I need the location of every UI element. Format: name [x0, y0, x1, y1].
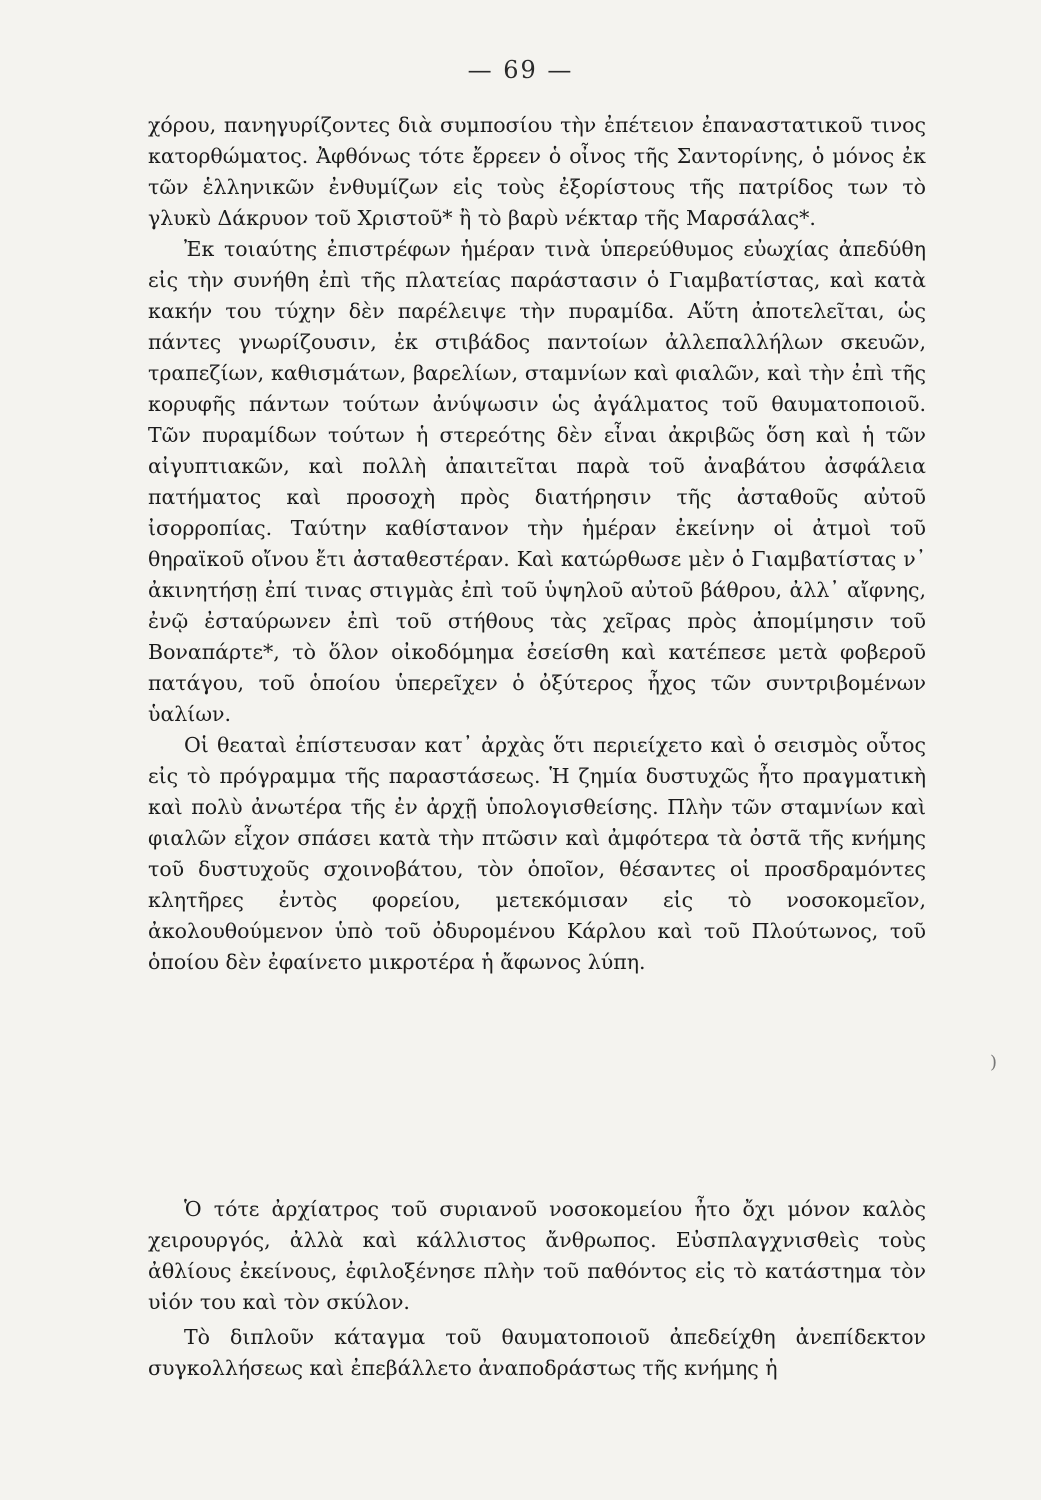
secondary-text-block — [148, 1194, 926, 1384]
paragraph-4: Ὁ τότε ἀρχίατρος τοῦ συριανοῦ νοσοκομείου ἦτο ὄχι μόνον καλὸς χειρουργός, ἀλλὰ καὶ κάλλιστος ἄνθρωπος. Εὐσπλαγχνισθεὶς τοὺς ἀθλίους ἐκείνους, ἐφιλοξένησε πλὴν τοῦ παθόντος εἰς τὸ κατάστημα τὸν υἱόν του καὶ τὸν σκύλον. — [148, 1197, 926, 1314]
paragraph-1: χόρου, πανηγυρίζοντες διὰ συμποσίου τὴν ἐπέτειον ἐπαναστατικοῦ τινος κατορθώματος. Ἀφθόνως τότε ἔρρεεν ὁ οἶνος τῆς Σαντορίνης, ὁ μόνος ἐκ τῶν ἑλληνικῶν ἐνθυμίζων εἰς τοὺς ἐξορίστους τῆς πατρίδος των τὸ γλυκὺ Δάκρυον τοῦ Χριστοῦ* ἢ τὸ βαρὺ νέκταρ τῆς Μαρσάλας*. — [148, 113, 926, 230]
main-text-block — [148, 110, 926, 978]
paragraph-3: Οἱ θεαταὶ ἐπίστευσαν κατ᾽ ἀρχὰς ὅτι περιείχετο καὶ ὁ σεισμὸς οὗτος εἰς τὸ πρόγραμμα τῆς παραστάσεως. Ἡ ζημία δυστυχῶς ἦτο πραγματικὴ καὶ πολὺ ἀνωτέρα τῆς ἐν ἀρχῇ ὑπολογισθείσης. Πλὴν τῶν σταμνίων καὶ φιαλῶν εἶχον σπάσει κατὰ τὴν πτῶσιν καὶ ἀμφότερα τὰ ὀστᾶ τῆς κνήμης τοῦ δυστυχοῦς σχοινοβάτου, τὸν ὁποῖον, θέσαντες οἱ προσδραμόντες κλητῆρες ἐντὸς φορείου, μετεκόμισαν εἰς τὸ νοσοκομεῖον, ἀκολουθούμενον ὑπὸ τοῦ ὀδυρομένου Κάρλου καὶ τοῦ Πλούτωνος, τοῦ ὁποίου δὲν ἐφαίνετο μικροτέρα ἡ ἄφωνος λύπη. — [148, 733, 926, 974]
paragraph-2: Ἐκ τοιαύτης ἐπιστρέφων ἡμέραν τινὰ ὑπερεύθυμος εὐωχίας ἀπεδύθη εἰς τὴν συνήθη ἐπὶ τῆς πλατείας παράστασιν ὁ Γιαμβατίστας, καὶ κατὰ κακήν του τύχην δὲν παρέλειψε τὴν πυραμίδα. Αὕτη ἀποτελεῖται, ὡς πάντες γνωρίζουσιν, ἐκ στιβάδος παντοίων ἀλλεπαλλήλων σκευῶν, τραπεζίων, καθισμάτων, βαρελίων, σταμνίων καὶ φιαλῶν, καὶ τὴν ἐπὶ τῆς κορυφῆς πάντων τούτων ἀνύψωσιν ὡς ἀγάλματος τοῦ θαυματοποιοῦ. Τῶν πυραμίδων τούτων ἡ στερεότης δὲν εἶναι ἀκριβῶς ὅση καὶ ἡ τῶν αἰγυπτιακῶν, καὶ πολλὴ ἀπαιτεῖται παρὰ τοῦ ἀναβάτου ἀσφάλεια πατήματος καὶ προσοχὴ πρὸς διατήρησιν τῆς ἀσταθοῦς αὐτοῦ ἰσορροπίας. Ταύτην καθίστανον τὴν ἡμέραν ἐκείνην οἱ ἀτμοὶ τοῦ θηραϊκοῦ οἴνου ἔτι ἀσταθεστέραν. Καὶ κατώρθωσε μὲν ὁ Γιαμβατίστας ν᾽ ἀκινητήσῃ ἐπί τινας στιγμὰς ἐπὶ τοῦ ὑψηλοῦ αὐτοῦ βάθρου, ἀλλ᾽ αἴφνης, ἐνῷ ἐσταύρωνεν ἐπὶ τοῦ στήθους τὰς χεῖρας πρὸς ἀπομίμησιν τοῦ Βοναπάρτε*, τὸ ὅλον οἰκοδόμημα ἐσείσθη καὶ κατέπεσε μετὰ φοβεροῦ πατάγου, τοῦ ὁποίου ὑπερεῖχεν ὁ ὀξύτερος ἦχος τῶν συντριβομένων ὑαλίων. — [148, 237, 926, 726]
paragraph-5: Τὸ διπλοῦν κάταγμα τοῦ θαυματοποιοῦ ἀπεδείχθη ἀνεπίδεκτον συγκολλήσεως καὶ ἐπεβάλλετο ἀναποδράστως τῆς κνήμης ἡ — [148, 1325, 926, 1380]
page-number: — 69 — — [467, 56, 574, 84]
margin-mark: ) — [990, 1052, 998, 1073]
